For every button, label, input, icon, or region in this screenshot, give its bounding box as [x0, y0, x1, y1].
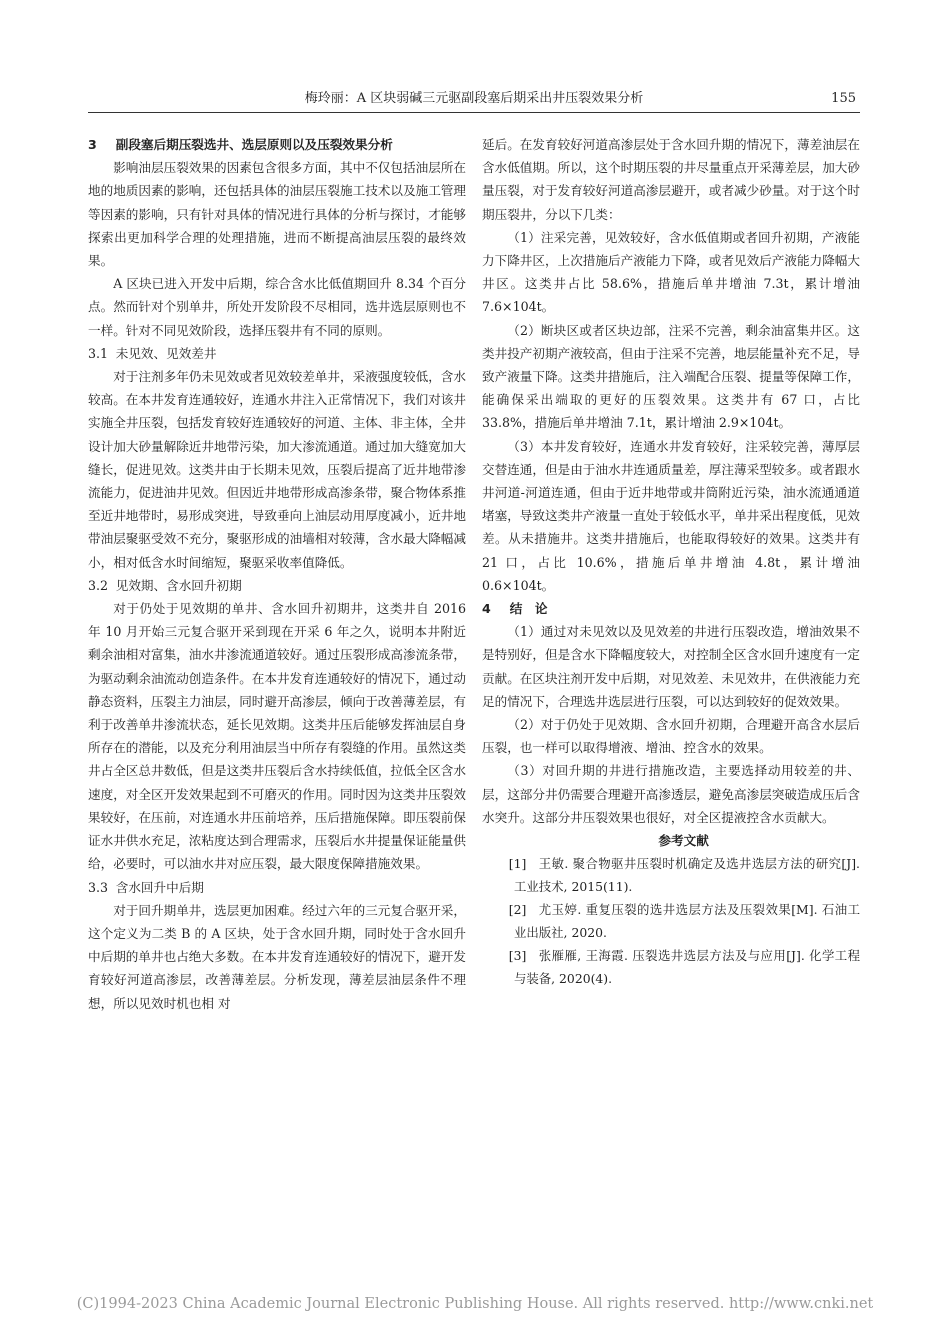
subsection-heading-3-1 — [88, 342, 466, 365]
paragraph: （2）断块区或者区块边部，注采不完善，剩余油富集井区。这类井投产初期产液较高，但由于注采不完善，地层能量补充不足，导致产液量下降。这类井措施后，注入端配合压裂、提量等保障工作，能确保采出端取的更好的压裂效果。这类井有 67 口，占比 33.8%，措施后单井增油 7.1t，累计增油 2.9×104t。 — [482, 322, 860, 431]
subsection-title: 见效期、含水回升初期 — [115, 577, 242, 593]
running-title: 梅玲丽：A 区块弱碱三元驱副段塞后期采出井压裂效果分析 — [304, 91, 644, 106]
subsection-number: 3.2 — [88, 577, 109, 593]
reference-text: 尤玉婷. 重复压裂的选井选层方法及压裂效果[M]. 石油工业出版社, 2020. — [514, 902, 860, 941]
subsection-heading-3-3 — [88, 876, 466, 899]
subsection-number: 3.1 — [88, 345, 109, 361]
subsection-heading-3-2 — [88, 574, 466, 597]
paragraph-continued: 延后。在发育较好河道高渗层处于含水回升期的情况下，薄差油层在含水低值期。所以，这个时期压裂的井尽量重点开采薄差层，加大砂量压裂，对于发育较好河道高渗层避开，或者减少砂量。对于这个时期压裂井，分以下几类： — [482, 137, 860, 222]
reference-text: 张雁雁, 王海霞. 压裂选井选层方法及与应用[J]. 化学工程与装备, 2020(4). — [514, 948, 860, 987]
section-title: 副段塞后期压裂选井、选层原则以及压裂效果分析 — [115, 137, 393, 152]
section-heading-4 — [482, 597, 860, 620]
paragraph: （1）注采完善，见效较好，含水低值期或者回升初期，产液能力下降井区，上次措施后产液能力下降，或者见效后产液能力降幅大井区。这类井占比 58.6%，措施后单井增油 7.3t，累计增油 7.6×104t。 — [482, 229, 860, 315]
paragraph: 对于回升期单井，选层更加困难。经过六年的三元复合驱开采，这个定义为二类 B 的 A 区块，处于含水回升期，同时处于含水回升中后期的单井也占绝大多数。在本井发育连通较好的情况下，避开发育较好河道高渗层，改善薄差层。分析发现，薄差层油层条件不理想，所以见效时机也相 对 — [88, 902, 466, 1011]
page-number: 155 — [831, 91, 856, 106]
paragraph: 对于仍处于见效期的单井、含水回升初期井，这类井自 2016 年 10 月开始三元复合驱开采到现在开采 6 年之久，说明本井附近剩余油相对富集，油水井渗流通道较好。通过压裂形成高渗流条带，为驱动剩余油流动创造条件。在本井发育连通较好的情况下，通过动静态资料，压裂主力油层，同时避开高渗层，倾向于改善薄差层，有利于改善单井渗流状态，延长见效期。这类井压后能够发挥油层自身所存在的潜能，以及充分利用油层当中所存有裂缝的作用。虽然这类井占全区总井数低，但是这类井压裂后含水持续低值，拉低全区含水速度，对全区开发效果起到不可磨灭的作用。同时因为这类井压裂效果较好，在压前，对连通水井压前培养，压后措施保障。即压裂前保证水井供水充足，浓粘度达到合理需求，压裂后水井提量保证能量供给，必要时，可以油水井对应压裂，最大限度保障措施效果。 — [88, 601, 466, 872]
copyright-footer: (C)1994-2023 China Academic Journal Electronic Publishing House. All rights reserved. http://www.cnki.net — [76, 1296, 874, 1312]
left-column — [88, 133, 466, 1015]
subsection-title: 未见效、见效差井 — [115, 345, 217, 361]
subsection-title: 含水回升中后期 — [115, 879, 204, 895]
section-heading-3 — [88, 133, 466, 156]
section-number: 4 — [482, 601, 491, 617]
paragraph: A 区块已进入开发中后期，综合含水比低值期回升 8.34 个百分点。然而针对个别单井，所处开发阶段不尽相同，选井选层原则也不一样。针对不同见效阶段，选择压裂井有不同的原则。 — [88, 276, 466, 338]
paragraph: 影响油层压裂效果的因素包含很多方面，其中不仅包括油层所在地的地质因素的影响，还包括具体的油层压裂施工技术以及施工管理等因素的影响，只有针对具体的情况进行具体的分析与探讨，才能够探索出更加科学合理的处理措施，进而不断提高油层压裂的最终效果。 — [88, 160, 466, 269]
reference-text: 王敏. 聚合物驱井压裂时机确定及选井选层方法的研究[J]. 工业技术, 2015(11). — [514, 856, 860, 895]
reference-number: [3] — [508, 948, 527, 964]
reference-item — [482, 944, 860, 990]
paragraph: （3）本井发育较好，连通水井发育较好，注采较完善，薄厚层交替连通，但是由于油水井连通质量差，厚注薄采型较多。或者跟水井河道-河道连通，但由于近井地带或井筒附近污染，油水流通通道堵塞，导致这类井产液量一直处于较低水平，单井采出程度低，见效差。从未措施井。这类井措施后，也能取得较好的效果。这类井有 21 口，占比 10.6%，措施后单井增油 4.8t，累计增油 0.6×104t。 — [482, 438, 860, 593]
reference-number: [2] — [508, 902, 527, 918]
section-title: 结 论 — [509, 601, 548, 617]
conclusion-paragraph: （3）对回升期的井进行措施改造，主要选择动用较差的井、层，这部分井仍需要合理避开高渗透层，避免高渗层突破造成压后含水突升。这部分井压裂效果也很好，对全区提液控含水贡献大。 — [482, 763, 860, 825]
running-header — [88, 88, 860, 113]
references-heading: 参考文献 — [658, 833, 709, 849]
paragraph: 对于注剂多年仍未见效或者见效较差单井，采液强度较低，含水较高。在本井发育连通较好，连通水井注入正常情况下，我们对该井实施全井压裂，包括发育较好连通较好的河道、主体、非主体，全井设计加大砂量解除近井地带污染，加大渗流通道。通过加大缝宽加大缝长，促进见效。这类井由于长期未见效，压裂后提高了近井地带渗流能力，促进油井见效。但因近井地带形成高渗条带，聚合物体系推至近井地带时，易形成突进，导致垂向上油层动用厚度减小，近井地带油层聚驱受效不充分，聚驱形成的油墙相对较薄，含水最大降幅减小，相对低含水时间缩短，聚驱采收率值降低。 — [88, 369, 466, 570]
subsection-number: 3.3 — [88, 879, 109, 895]
section-number: 3 — [88, 137, 97, 152]
right-column — [482, 133, 860, 990]
reference-item — [482, 898, 860, 944]
reference-item — [482, 852, 860, 898]
reference-number: [1] — [508, 856, 527, 872]
conclusion-paragraph: （2）对于仍处于见效期、含水回升初期，合理避开高含水层后压裂，也一样可以取得增液、增油、控含水的效果。 — [482, 717, 860, 756]
conclusion-paragraph: （1）通过对未见效以及见效差的井进行压裂改造，增油效果不是特别好，但是含水下降幅度较大，对控制全区含水回升速度有一定贡献。在区块注剂开发中后期，对见效差、未见效井，在供液能力充足的情况下，合理选井选层进行压裂，可以达到较好的促效效果。 — [482, 624, 860, 709]
